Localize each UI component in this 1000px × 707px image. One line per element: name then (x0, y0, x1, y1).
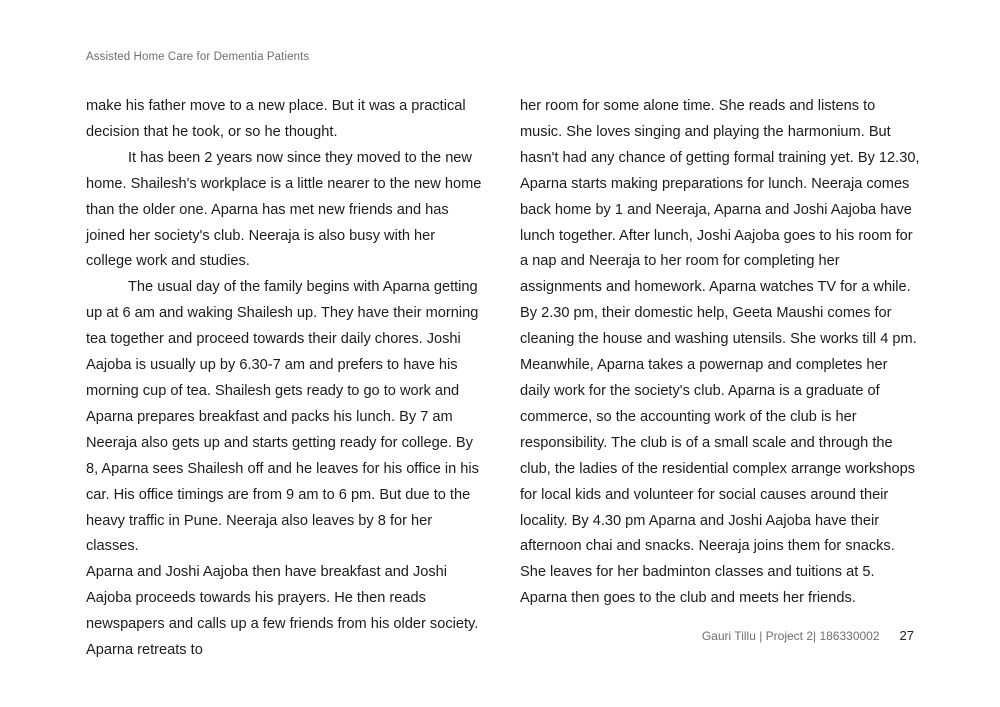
left-column (86, 94, 482, 664)
paragraph: Aparna and Joshi Aajoba then have breakfast and Joshi Aajoba proceeds towards his prayers. He then reads newspapers and calls up a few friends from his older society. Aparna retreats to (86, 564, 479, 659)
right-column (520, 94, 920, 612)
footer-author-info: Gauri Tillu | Project 2| 186330002 (701, 629, 880, 643)
paragraph: Aparna then goes to the club and meets her friends. (520, 590, 856, 607)
paragraph: her room for some alone time. She reads and listens to music. She loves singing and playing the harmonium. But hasn't had any chance of getting formal training yet. By 12.30, Aparna starts making preparations for lunch. Neeraja comes back home by 1 and Neeraja, Aparna and Joshi Aajoba have lunch together. After lunch, Joshi Aajoba goes to his room for a nap and Neeraja to her room for completing her assignments and homework. Aparna watches TV for a while. By 2.30 pm, their domestic help, Geeta Maushi comes for cleaning the house and washing utensils. She works till 4 pm. Meanwhile, Aparna takes a powernap and completes her daily work for the society's club. Aparna is a graduate of commerce, so the accounting work of the club is her responsibility. The club is of a small scale and through the club, the ladies of the residential complex arrange workshops for local kids and volunteer for social causes around their locality. By 4.30 pm Aparna and Joshi Aajoba have their afternoon chai and snacks. Neeraja joins them for snacks. She leaves for her badminton classes and tuitions at 5. (520, 98, 920, 581)
paragraph: make his father move to a new place. But it was a practical decision that he took, or so he thought. (86, 98, 466, 140)
page-footer (702, 628, 914, 643)
running-header: Assisted Home Care for Dementia Patients (86, 51, 310, 63)
paragraph: The usual day of the family begins with Aparna getting up at 6 am and waking Shailesh up. They have their morning tea together and proceed towards their daily chores. Joshi Aajoba is usually up by 6.30-7 am and prefers to have his morning cup of tea. Shailesh gets ready to go to work and Aparna prepares breakfast and packs his lunch. By 7 am Neeraja also gets up and starts getting ready for college. By 8, Aparna sees Shailesh off and he leaves for his office in his car. His office timings are from 9 am to 6 pm. But due to the heavy traffic in Pune. Neeraja also leaves by 8 for her classes. (86, 279, 479, 555)
paragraph: It has been 2 years now since they moved to the new home. Shailesh's workplace is a little nearer to the new home than the older one. Aparna has met new friends and has joined her society's club. Neeraja is also busy with her college work and studies. (86, 149, 482, 270)
page-number: 27 (899, 628, 914, 643)
